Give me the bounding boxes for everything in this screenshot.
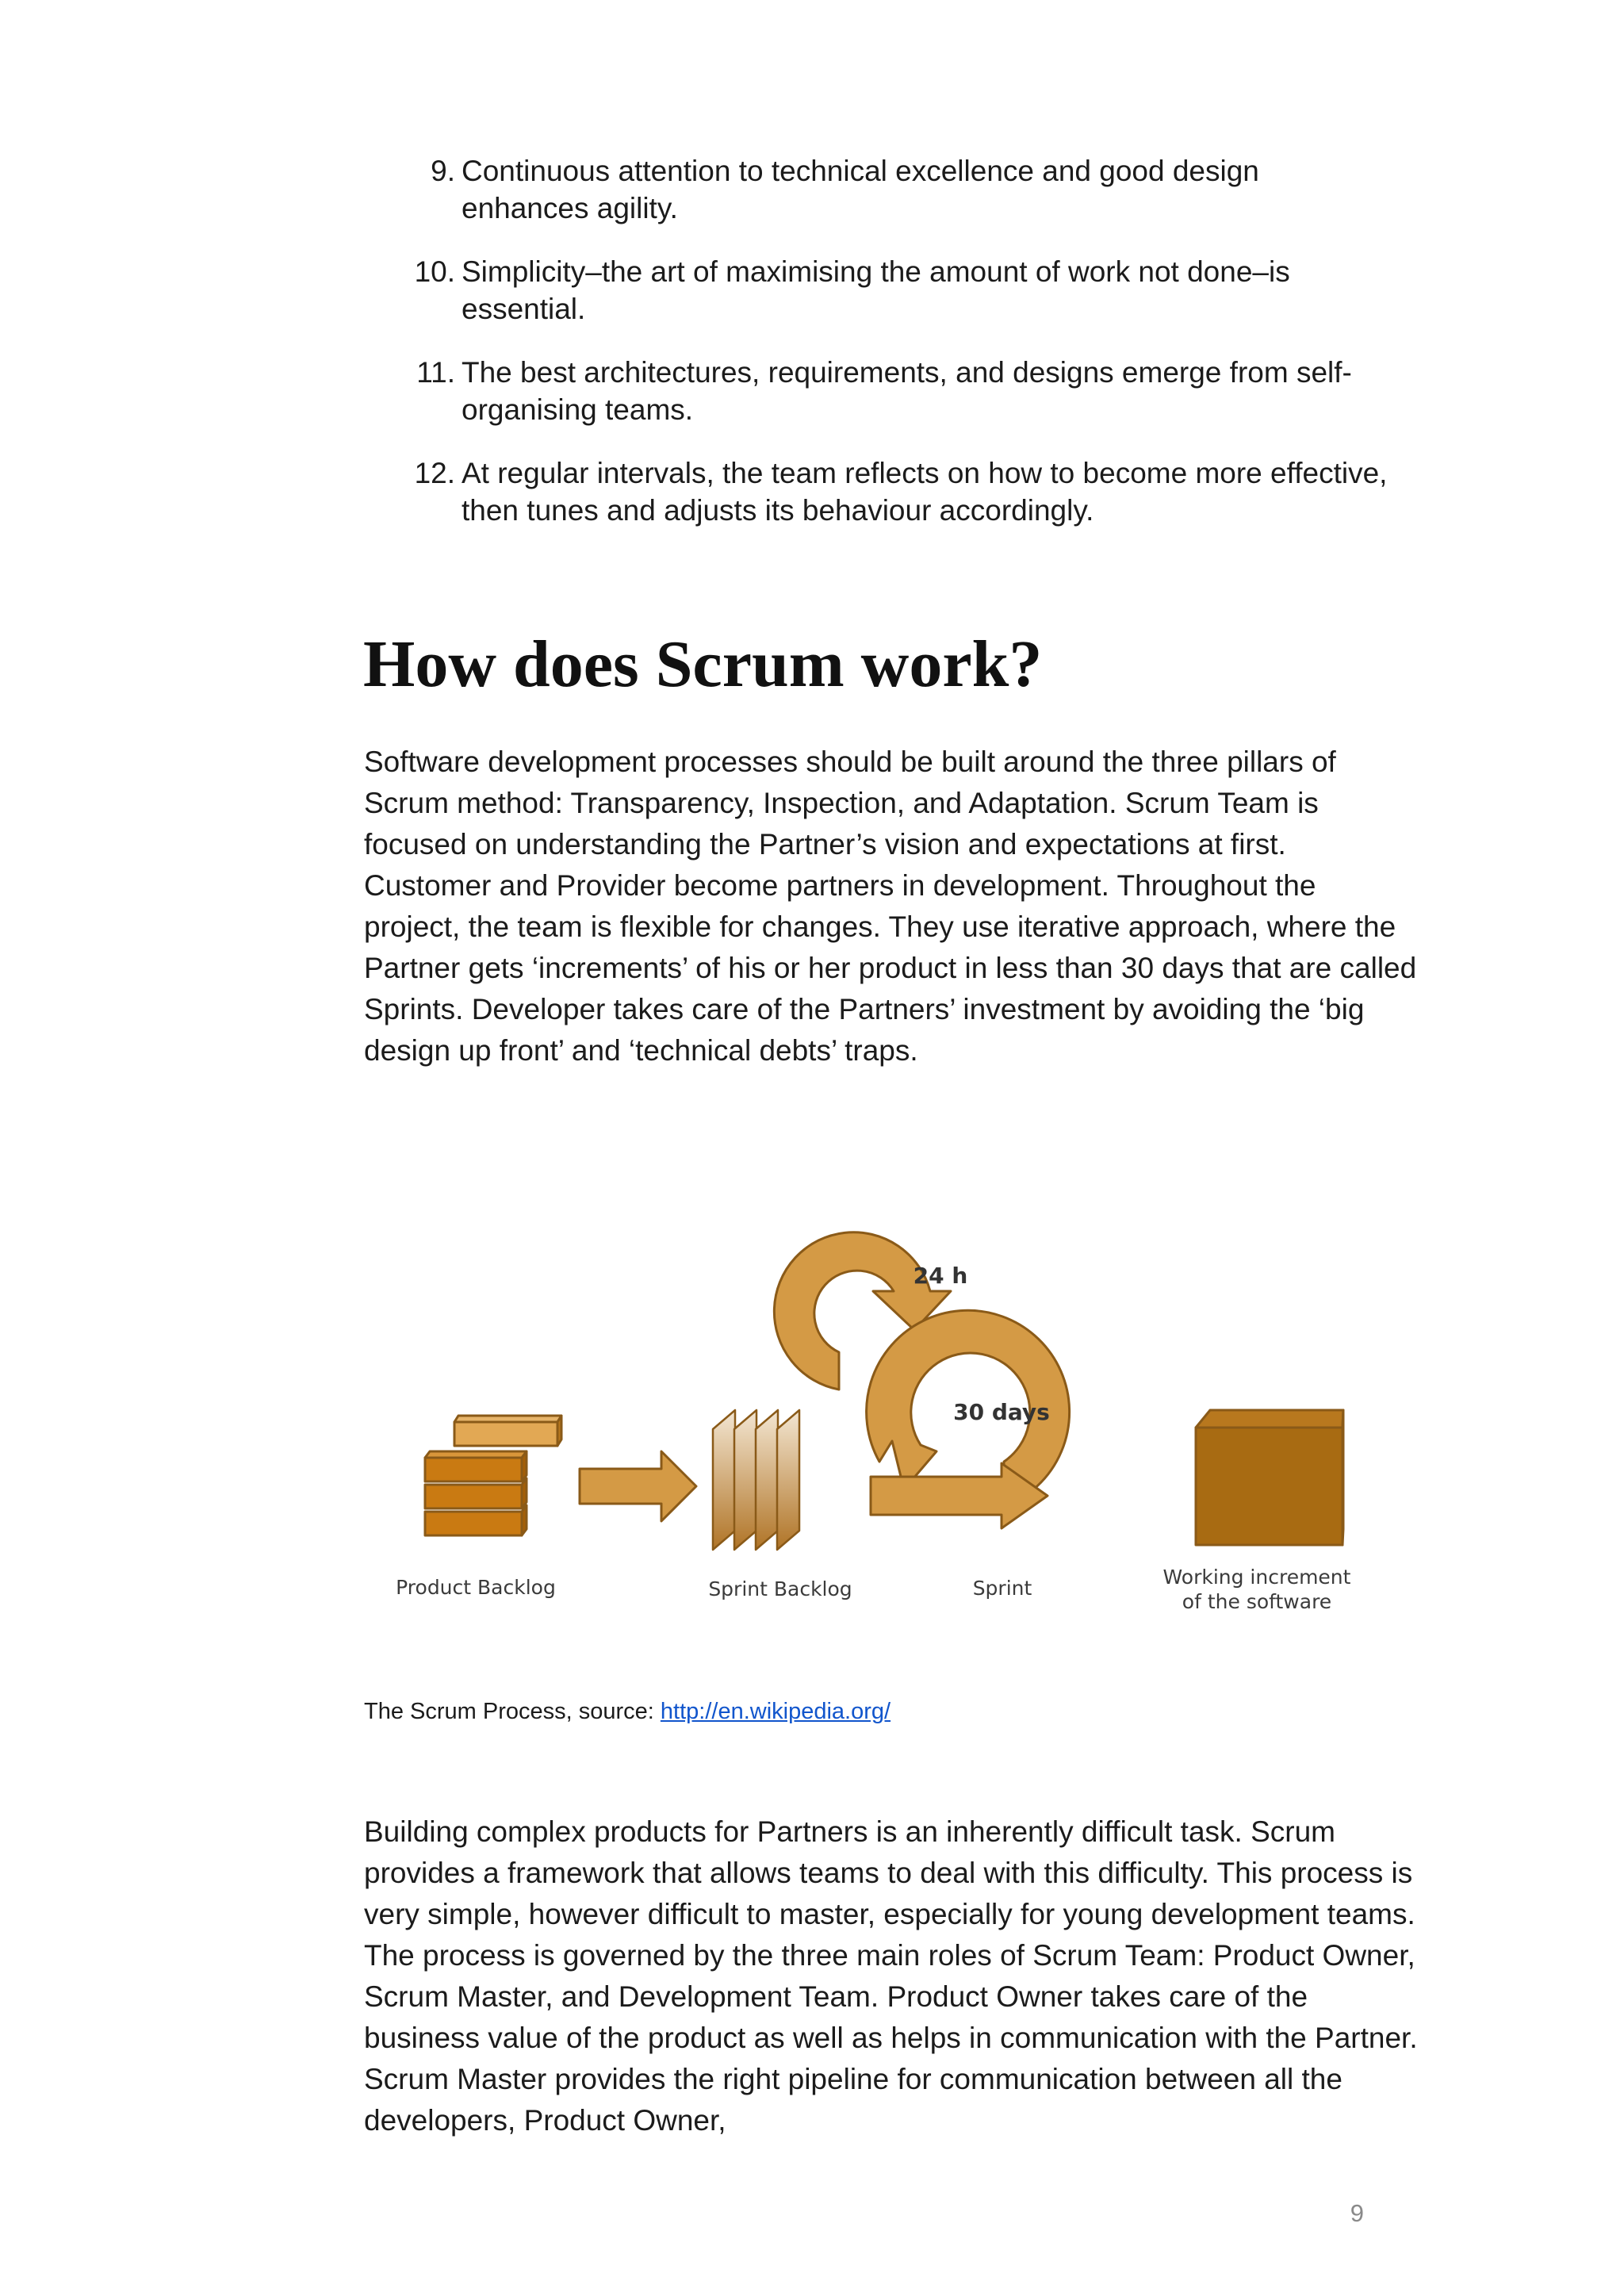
body-paragraph: Building complex products for Partners is an inherently difficult task. Scrum provides a framework that allows teams to deal with this difficulty. This process is very simple, however difficult to master, especially for young development teams. The process is governed by the three main roles of Scrum Team: Product Owner, Scrum Master, and Development Team. Product Owner takes care of the business value of the product as well as helps in communication with the Partner. Scrum Master provides the right pipeline for communication between all the developers, Product Owner, bbox=[364, 1815, 1418, 2137]
list-number: 9. bbox=[431, 155, 455, 187]
list-text: Continuous attention to technical excellence and good design enhances agility. bbox=[462, 155, 1259, 224]
principles-list bbox=[409, 152, 1392, 555]
list-number: 12. bbox=[414, 457, 455, 489]
scrum-process-diagram bbox=[363, 1190, 1394, 1634]
list-number: 11. bbox=[416, 356, 455, 389]
label-30days: 30 days bbox=[953, 1399, 1050, 1425]
intro-paragraph: Software development processes should be built around the three pillars of Scrum method: Transparency, Inspection, and Adaptation. Scrum Team is focused on understanding the Partner’s vision and expectations at first. Customer and Provider become partners in development. Throughout the project, the team is flexible for changes. They use iterative approach, where the Partner gets ‘increments’ of his or her product in less than 30 days that are called Sprints. Developer takes care of the Partners’ investment by avoiding the ‘big design up front’ and ‘technical debts’ traps. bbox=[364, 746, 1417, 1067]
caption-text: The Scrum Process, source: bbox=[364, 1699, 661, 1724]
list-text: Simplicity–the art of maximising the amount of work not done–is essential. bbox=[462, 255, 1290, 325]
page-number: 9 bbox=[1350, 2199, 1364, 2227]
product-backlog-icon bbox=[425, 1416, 561, 1535]
label-sprint: Sprint bbox=[972, 1577, 1032, 1600]
list-text: At regular intervals, the team reflects on how to become more effective, then tunes and adjusts its behaviour accordingly. bbox=[462, 457, 1388, 527]
label-sprint-backlog: Sprint Backlog bbox=[708, 1577, 852, 1600]
figure-caption bbox=[364, 1696, 891, 1727]
list-item bbox=[409, 454, 1392, 529]
label-product-backlog: Product Backlog bbox=[396, 1576, 556, 1599]
arrow-icon bbox=[580, 1451, 696, 1521]
list-item bbox=[409, 354, 1392, 428]
working-increment-icon bbox=[1196, 1410, 1343, 1545]
section-heading: How does Scrum work? bbox=[363, 627, 1043, 701]
list-item bbox=[409, 152, 1392, 227]
list-item bbox=[409, 253, 1392, 328]
list-number: 10. bbox=[414, 255, 455, 288]
label-working-increment: Working increment bbox=[1162, 1566, 1351, 1589]
sprint-backlog-icon bbox=[713, 1410, 799, 1550]
label-24h: 24 h bbox=[913, 1263, 968, 1289]
label-of-the-software: of the software bbox=[1182, 1590, 1332, 1613]
list-text: The best architectures, requirements, and designs emerge from self-organising teams. bbox=[462, 356, 1352, 426]
source-link[interactable]: http://en.wikipedia.org/ bbox=[660, 1699, 891, 1724]
